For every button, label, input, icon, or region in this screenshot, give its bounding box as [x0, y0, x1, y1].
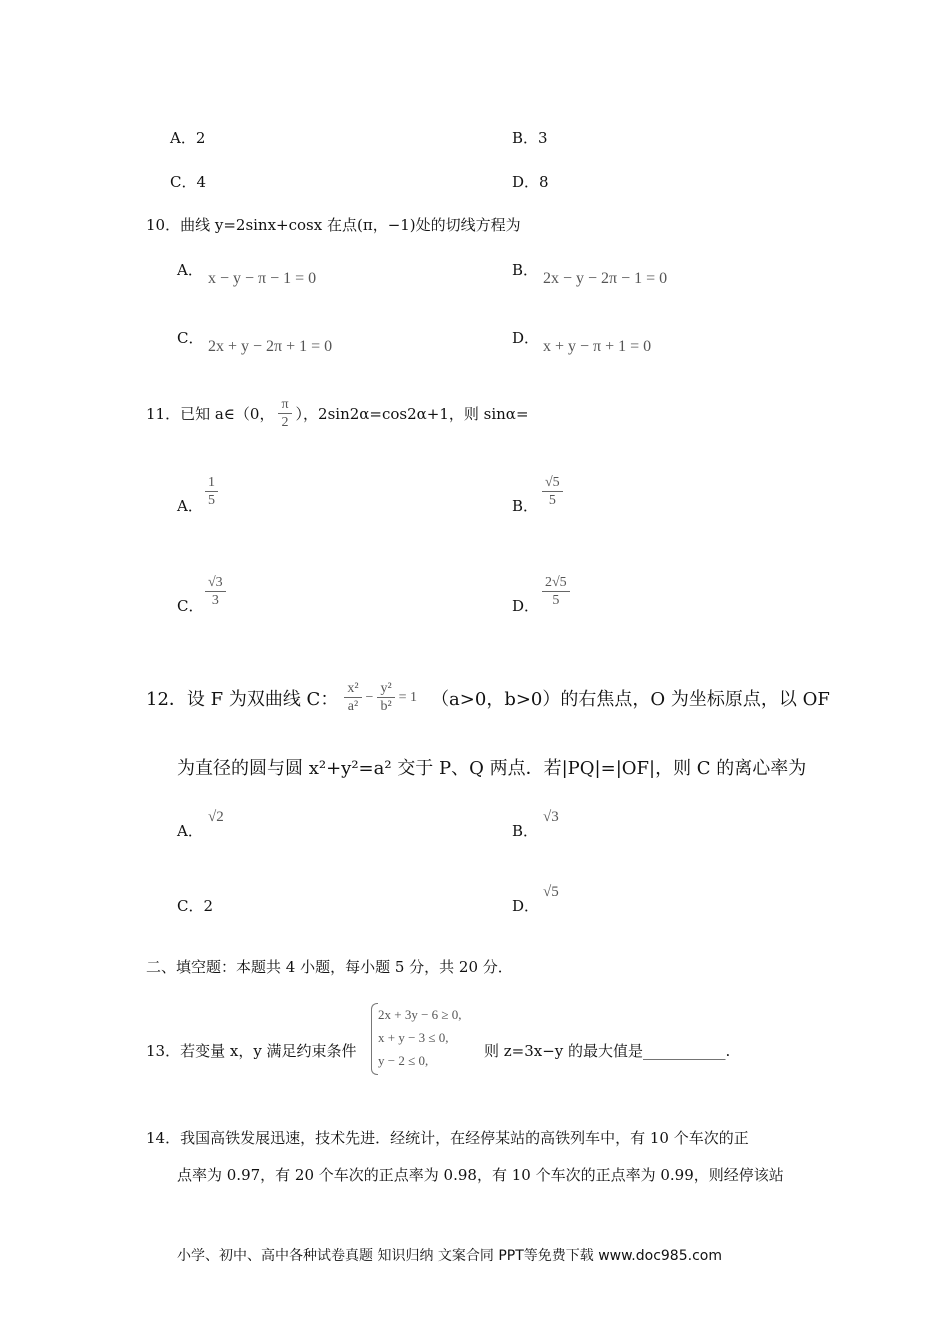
fraction-denominator: a²	[347, 699, 359, 714]
equals-one: = 1	[398, 689, 418, 705]
option-letter: C．	[170, 173, 197, 191]
q10-stem: 10．曲线 y=2sinx+cosx 在点(π，−1)处的切线方程为	[146, 216, 521, 234]
q14-line2: 点率为 0.97，有 20 个车次的正点率为 0.98，有 10 个车次的正点率为 0.99，则经停该站	[177, 1166, 784, 1184]
q10-option-d-letter: D．	[512, 329, 540, 347]
option-letter: D．	[512, 173, 540, 191]
q12-line1	[146, 680, 830, 715]
fraction-denominator: b²	[380, 699, 392, 714]
q12-line1-suffix: （a>0，b>0）的右焦点，O 为坐标原点，以 OF	[431, 688, 830, 710]
fraction-numerator: π	[278, 396, 291, 414]
q10-option-c-math: 2x + y − 2π + 1 = 0	[208, 338, 333, 355]
q12-option-a-letter: A．	[177, 822, 203, 840]
q10-option-d-math: x + y − π + 1 = 0	[543, 338, 652, 355]
fraction-numerator: √3	[205, 574, 226, 592]
q12-option-b-letter: B．	[512, 822, 539, 840]
fraction-denominator: 5	[552, 593, 560, 608]
q14-line1: 14．我国高铁发展迅速，技术先进．经统计，在经停某站的高铁列车中，有 10 个车次的正	[146, 1129, 749, 1147]
q13-prefix: 13．若变量 x，y 满足约束条件	[146, 1042, 357, 1060]
q10-option-b-math: 2x − y − 2π − 1 = 0	[543, 270, 668, 287]
footer-text: 小学、初中、高中各种试卷真题 知识归纳 文案合同 PPT等免费下载 www.doc985.com	[177, 1248, 722, 1264]
q11-option-a-letter: A．	[177, 497, 203, 515]
fraction-numerator: √5	[542, 474, 563, 492]
q11-option-d-fraction	[542, 574, 570, 609]
q11-prefix: 11．已知 a∈（0，	[146, 405, 275, 423]
q12-option-d-value: √5	[543, 884, 559, 900]
fraction-denominator: 5	[548, 493, 556, 508]
q11-stem	[146, 396, 529, 431]
q11-option-d-letter: D．	[512, 597, 540, 615]
q10-option-a-math: x − y − π − 1 = 0	[208, 270, 317, 287]
q12-option-d-letter: D．	[512, 897, 540, 915]
fraction-numerator: y²	[377, 680, 394, 698]
q9-option-c	[170, 171, 206, 192]
q11-option-b-fraction	[542, 474, 563, 509]
fraction-denominator: 3	[211, 593, 219, 608]
q11-suffix: ），2sin2α=cos2α+1，则 sinα=	[295, 405, 529, 423]
q12-option-c-letter	[177, 895, 213, 916]
option-value: 8	[539, 173, 549, 191]
q11-option-c-letter: C．	[177, 597, 204, 615]
fraction-numerator: 2√5	[542, 574, 570, 592]
option-value: 2	[195, 129, 206, 147]
fraction-numerator: x²	[344, 680, 361, 698]
q9-option-a	[170, 127, 205, 148]
q12-line2: 为直径的圆与圆 x²+y²=a² 交于 P、Q 两点．若|PQ|=|OF|，则 C 的离心率为	[177, 758, 807, 779]
q11-option-b-letter: B．	[512, 497, 539, 515]
q13-suffix: 则 z=3x−y 的最大值是___________.	[484, 1042, 731, 1060]
q12-option-a-value: √2	[208, 809, 224, 825]
fraction-denominator: 2	[281, 415, 289, 430]
fraction-denominator: 5	[208, 493, 215, 508]
minus-sign: −	[365, 689, 374, 705]
constraint-line: x + y − 3 ≤ 0,	[378, 1030, 449, 1045]
option-value: 3	[538, 129, 548, 147]
q10-option-a-letter: A．	[177, 261, 203, 279]
option-value: 4	[196, 173, 207, 191]
q13-constraints	[378, 1003, 462, 1072]
q9-option-d	[512, 171, 549, 192]
q11-pi-over-2	[278, 396, 291, 431]
q12-line1-prefix: 12．设 F 为双曲线 C：	[146, 688, 339, 710]
q9-option-b	[512, 127, 548, 148]
option-letter: A．	[170, 129, 196, 147]
q12-frac-y2-b2	[377, 680, 394, 715]
option-letter: B．	[512, 129, 539, 147]
q10-option-c-letter: C．	[177, 329, 204, 347]
option-value: 2	[203, 897, 214, 915]
q11-option-a-fraction	[205, 474, 218, 509]
fraction-numerator: 1	[205, 474, 218, 492]
section-heading: 二、填空题：本题共 4 小题，每小题 5 分，共 20 分．	[146, 958, 513, 976]
system-brace	[371, 1003, 378, 1075]
option-letter: C．	[177, 897, 204, 915]
constraint-line: 2x + 3y − 6 ≥ 0,	[378, 1007, 462, 1022]
q12-option-b-value: √3	[543, 809, 559, 825]
constraint-line: y − 2 ≤ 0,	[378, 1053, 429, 1068]
q10-option-b-letter: B．	[512, 261, 539, 279]
q12-frac-x2-a2	[344, 680, 361, 715]
q11-option-c-fraction	[205, 574, 226, 609]
